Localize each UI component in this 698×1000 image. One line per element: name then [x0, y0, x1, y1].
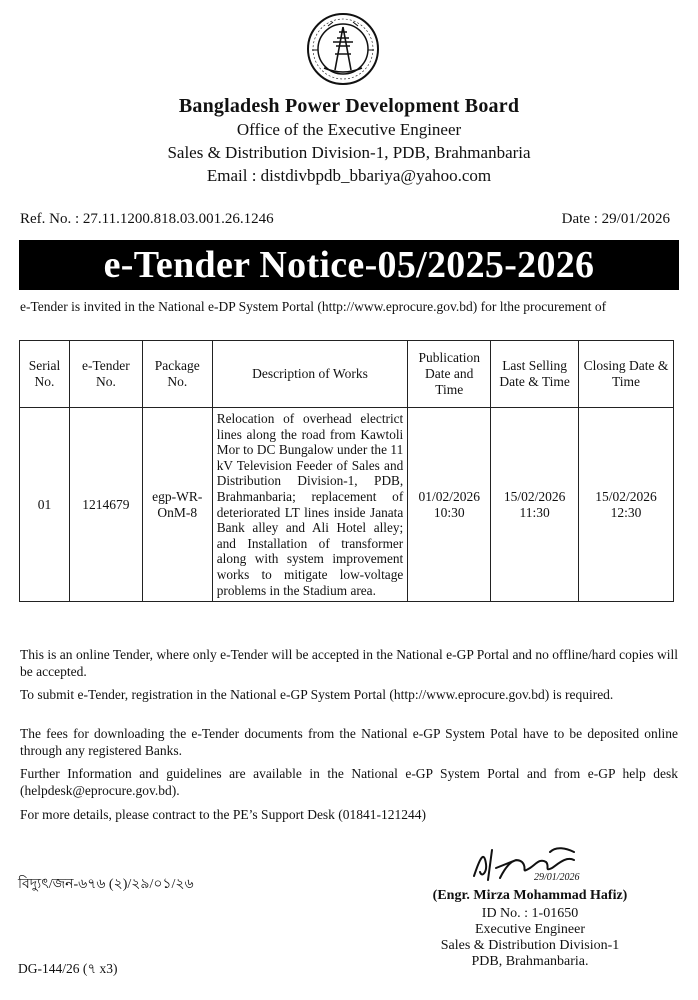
- signer-division: Sales & Distribution Division-1: [440, 938, 620, 953]
- notice-title: e-Tender Notice-05/2025-2026: [19, 240, 679, 290]
- signer-name: (Engr. Mirza Mohammad Hafiz): [432, 888, 628, 903]
- intro-text: e-Tender is invited in the National e-DP System Portal (http://www.eprocure.gov.bd) for lthe procurement of: [20, 299, 607, 314]
- organization-name: Bangladesh Power Development Board: [178, 95, 520, 117]
- col-serial: Serial No.: [20, 341, 70, 408]
- cell-description: Relocation of overhead electrict lines along the road from Kawtoli Mor to DC Bungalow under the 11 kV Television Feeder of Sales and Distribution Division-1, PDB, Brahmanbaria; replacement of deteriorated LT lines inside Janata Bank alley and Ali Hotel alley; and Installation of transformer along with system improvement works to mitigate low-voltage problems in the Stadium area.: [212, 408, 408, 602]
- signer-location: PDB, Brahmanbaria.: [471, 954, 589, 969]
- col-package: Package No.: [142, 341, 212, 408]
- signature-date: 29/01/2026: [534, 872, 580, 883]
- closing-date: 15/02/2026: [595, 488, 657, 504]
- cell-package: egp-WR-OnM-8: [142, 408, 212, 602]
- cell-etender: 1214679: [69, 408, 142, 602]
- table-header-row: [20, 341, 674, 408]
- col-last-selling: Last Selling Date & Time: [491, 341, 579, 408]
- col-description: Description of Works: [212, 341, 408, 408]
- bpdb-emblem-icon: [306, 12, 380, 86]
- cell-closing: [579, 408, 674, 602]
- division-line: Sales & Distribution Division-1, PDB, Brahmanbaria: [167, 143, 531, 162]
- col-publication: Publication Date and Time: [408, 341, 491, 408]
- col-closing: Closing Date & Time: [579, 341, 674, 408]
- office-line: Office of the Executive Engineer: [236, 120, 462, 139]
- cell-serial: 01: [20, 408, 70, 602]
- publication-date: 01/02/2026: [418, 488, 480, 504]
- contact-note: For more details, please contract to the PE’s Support Desk (01841-121244): [20, 807, 427, 822]
- col-etender: e-Tender No.: [69, 341, 142, 408]
- signer-designation: Executive Engineer: [474, 922, 585, 937]
- last-selling-time: 11:30: [519, 504, 550, 520]
- notice-date: Date : 29/01/2026: [561, 211, 670, 227]
- memo-number: বিদ্যুৎ/জন-৬৭৬ (২)/২৯/০১/২৬: [18, 877, 194, 892]
- registration-note: To submit e-Tender, registration in the National e-GP System Portal (http://www.eprocure.gov.bd) is required.: [20, 687, 614, 702]
- tender-table: [19, 340, 674, 602]
- signature: [470, 838, 590, 888]
- closing-time: 12:30: [610, 504, 642, 520]
- table-row: [20, 408, 674, 602]
- fees-note: The fees for downloading the e-Tender documents from the National e-GP System Potal have to be deposited online through any registered Banks.: [20, 726, 678, 758]
- info-note: Further Information and guidelines are available in the National e-GP System Portal and from e-GP help desk (helpdesk@eprocure.gov.bd).: [20, 766, 678, 798]
- email-line: Email : distdivbpdb_bbariya@yahoo.com: [206, 166, 492, 185]
- online-tender-note: This is an online Tender, where only e-Tender will be accepted in the National e-GP Portal and no offline/hard copies will be accepted.: [20, 647, 678, 679]
- cell-last-selling: [491, 408, 579, 602]
- last-selling-date: 15/02/2026: [503, 488, 566, 504]
- reference-number: Ref. No. : 27.11.1200.818.03.001.26.1246: [20, 211, 274, 227]
- signer-id: ID No. : 1-01650: [481, 906, 579, 921]
- cell-publication: [408, 408, 491, 602]
- publication-time: 10:30: [433, 504, 465, 520]
- dg-number: DG-144/26 (৭ x3): [18, 961, 118, 976]
